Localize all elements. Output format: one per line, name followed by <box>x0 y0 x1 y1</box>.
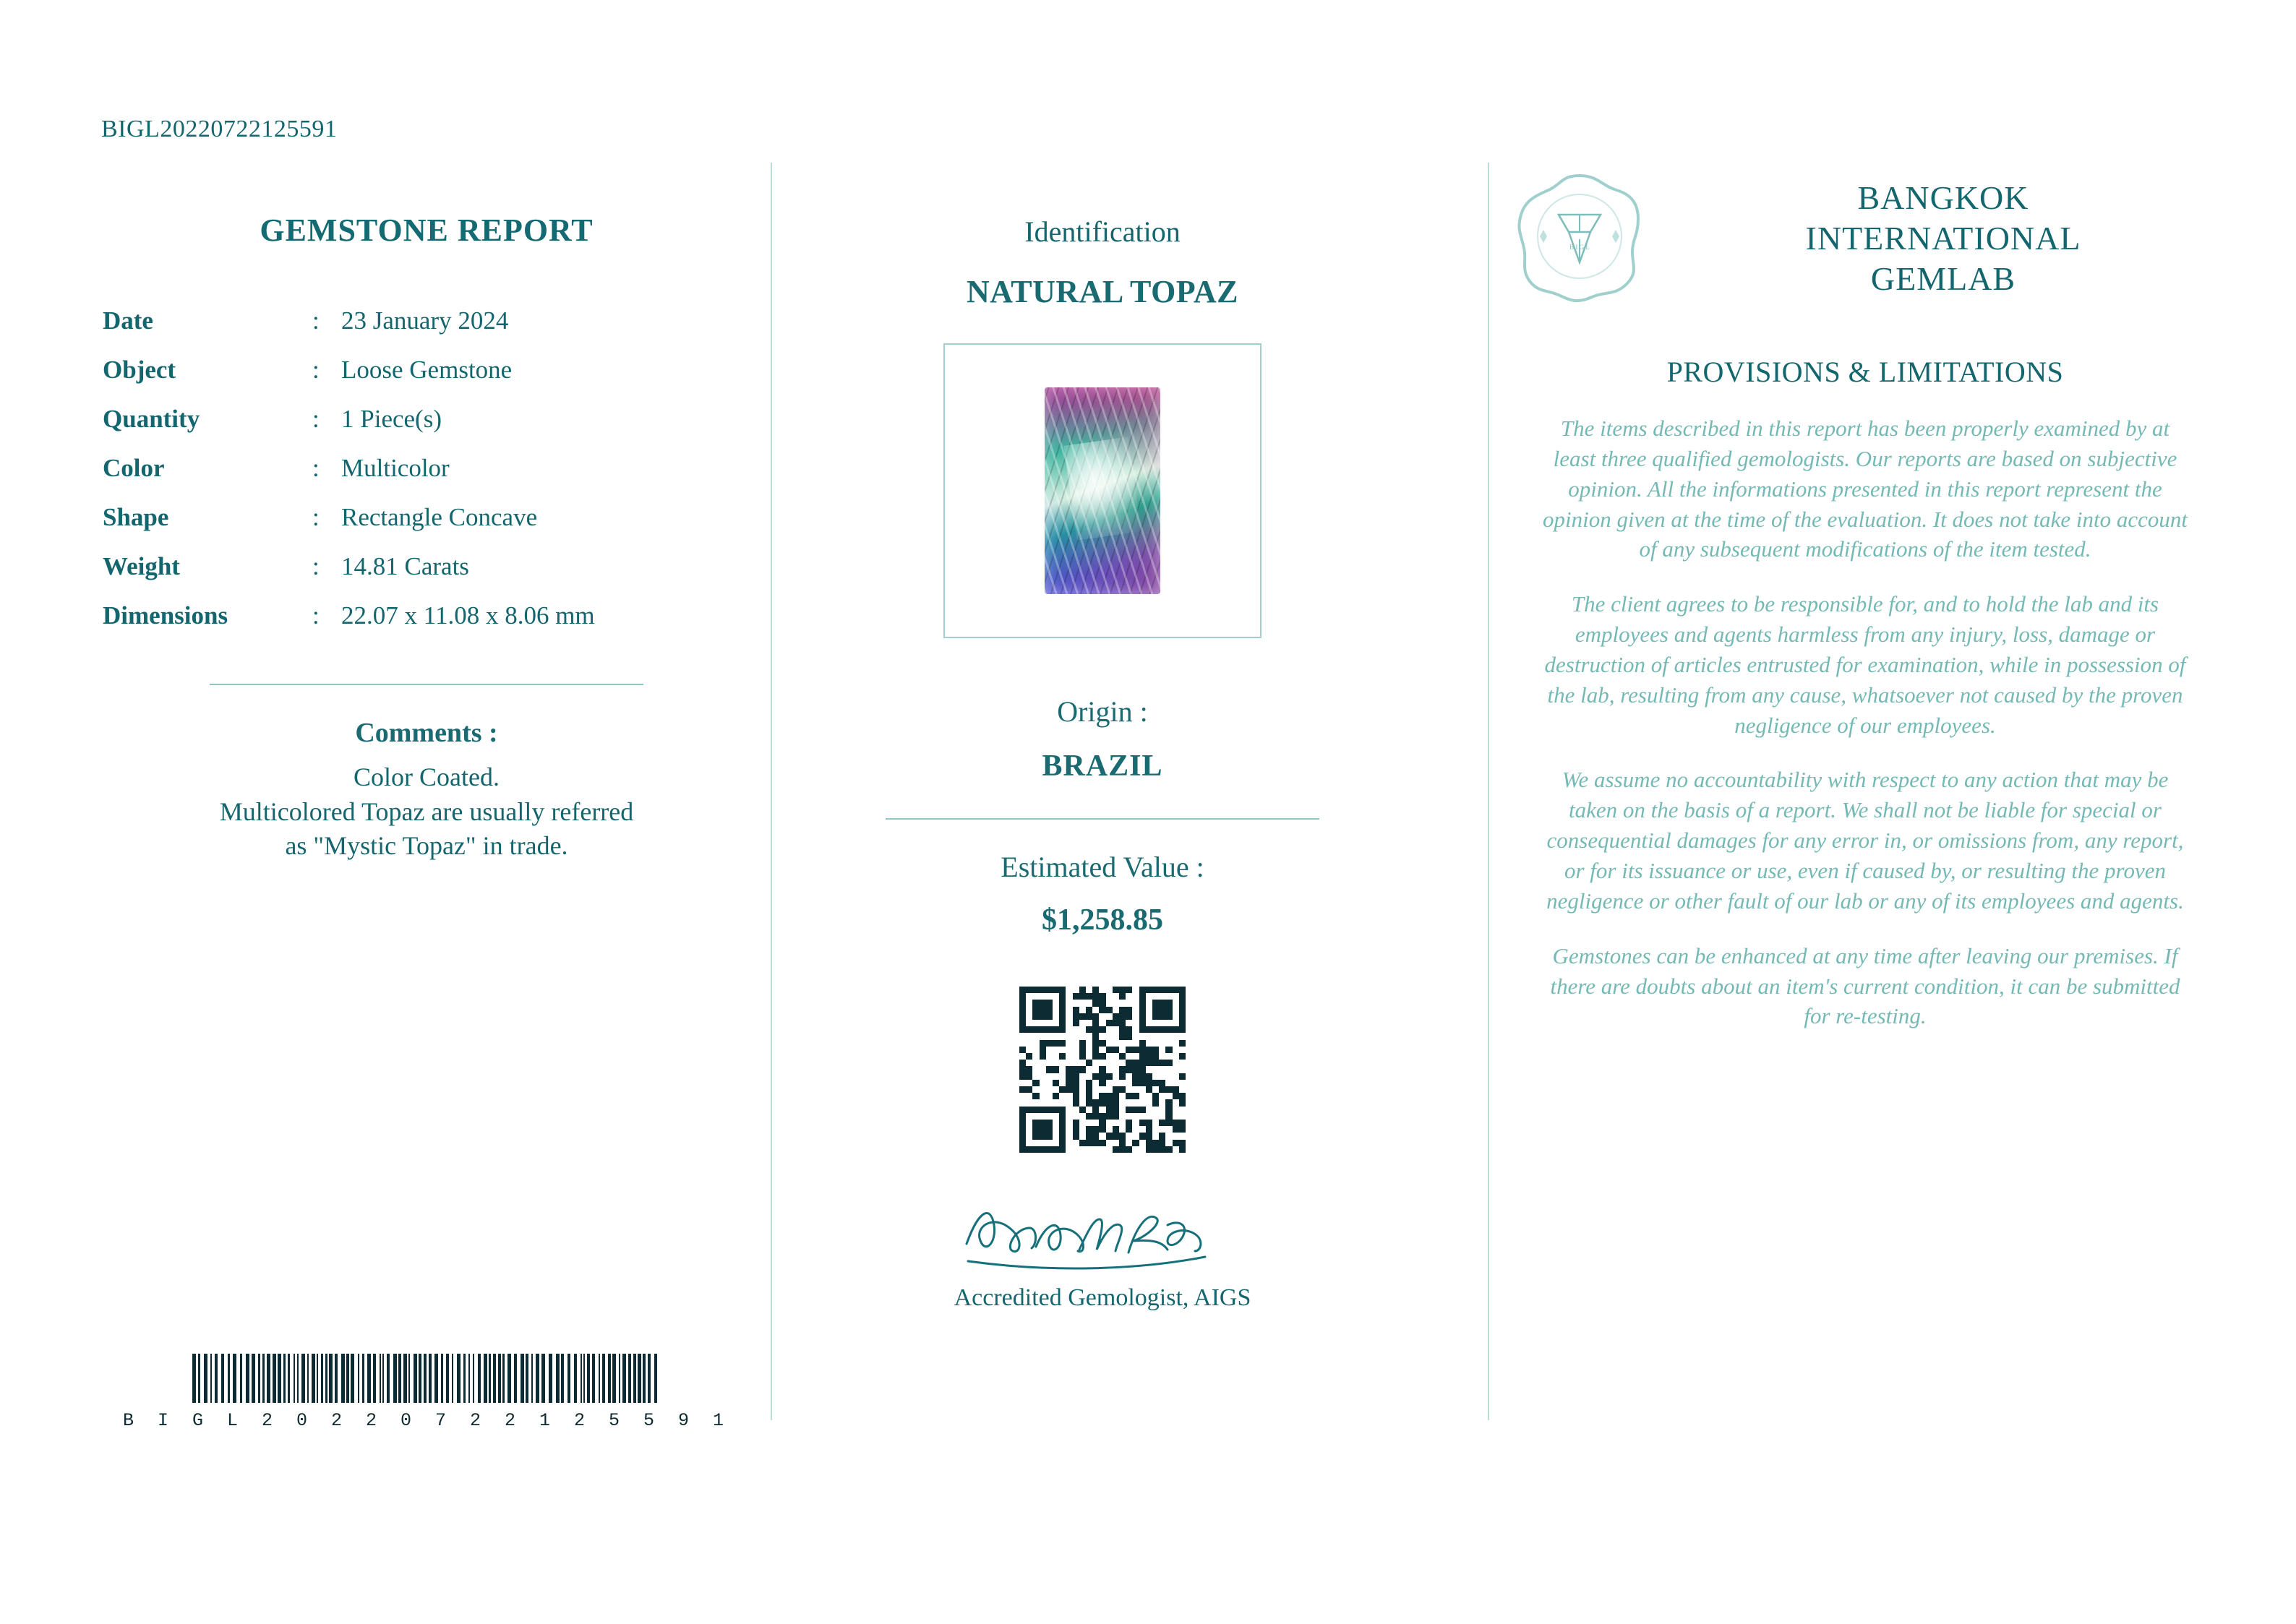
spec-value: 14.81 Carats <box>341 552 469 580</box>
identification-label: Identification <box>1024 215 1181 248</box>
estimated-value-amount: $1,258.85 <box>1042 903 1163 937</box>
spec-row <box>103 395 595 444</box>
left-column <box>87 163 766 864</box>
provisions-list <box>1511 413 2219 1031</box>
provisions-title: PROVISIONS & LIMITATIONS <box>1666 356 2064 388</box>
column-divider-2 <box>1488 163 1489 1420</box>
spec-label: Object <box>103 356 176 384</box>
specification-table <box>103 296 595 640</box>
identification-value: NATURAL TOPAZ <box>966 274 1239 309</box>
signature-credit: Accredited Gemologist, AIGS <box>954 1284 1251 1311</box>
middle-divider <box>886 818 1319 820</box>
spec-row <box>103 296 595 345</box>
spec-value: 22.07 x 11.08 x 8.06 mm <box>341 601 595 630</box>
brand-header <box>1511 170 2219 307</box>
spec-colon: : <box>312 405 320 433</box>
spec-value: 23 January 2024 <box>341 306 509 335</box>
spec-label: Weight <box>103 552 180 580</box>
barcode-text: B I G L 2 0 2 2 0 7 2 2 1 2 5 5 9 1 <box>122 1410 731 1431</box>
spec-value: Loose Gemstone <box>341 356 513 384</box>
comments-title: Comments : <box>355 718 498 748</box>
spec-colon: : <box>312 454 320 482</box>
provisions-paragraph: We assume no accountability with respect to any action that may be taken on the basis of a report. We shall not be liable for special or consequential damages for any error in, or omissions from, any report, or for its issuance or use, even if caused by, or resulting the proven negligence or other fault of our lab or any of its employees and agents. <box>1546 767 2184 914</box>
left-divider <box>210 684 643 685</box>
spec-colon: : <box>312 356 320 384</box>
brand-name <box>1667 178 2219 299</box>
spec-row <box>103 542 595 591</box>
svg-text:B I G L: B I G L <box>1569 244 1590 251</box>
report-id: BIGL20220722125591 <box>101 116 338 142</box>
qr-code-icon[interactable] <box>1019 987 1186 1153</box>
spec-value: 1 Piece(s) <box>341 405 442 433</box>
provisions-paragraph: Gemstones can be enhanced at any time after leaving our premises. If there are doubts about an item's current condition, it can be submitted for re-testing. <box>1550 942 2180 1029</box>
origin-value: BRAZIL <box>1042 749 1163 783</box>
spec-row <box>103 591 595 640</box>
middle-column <box>799 163 1406 1312</box>
spec-label: Shape <box>103 503 169 531</box>
spec-colon: : <box>312 552 320 580</box>
spec-colon: : <box>312 601 320 630</box>
spec-value: Rectangle Concave <box>341 503 538 531</box>
column-divider-1 <box>771 163 772 1420</box>
page-title: GEMSTONE REPORT <box>260 212 594 248</box>
signature <box>951 1193 1254 1280</box>
spec-value: Multicolor <box>341 454 450 482</box>
spec-colon: : <box>312 306 320 335</box>
spec-row <box>103 444 595 493</box>
brand-line-2: INTERNATIONAL <box>1805 219 2081 257</box>
comments-line-3: as "Mystic Topaz" in trade. <box>285 831 568 861</box>
spec-label: Quantity <box>103 405 200 433</box>
gemlab-logo-icon <box>1511 170 1648 307</box>
comments-body <box>87 760 766 864</box>
brand-line-1: BANGKOK <box>1857 179 2029 216</box>
gem-image-frame <box>943 343 1261 638</box>
spec-label: Dimensions <box>103 601 228 630</box>
right-column <box>1511 163 2219 1031</box>
gemstone-image <box>1045 387 1160 594</box>
provisions-paragraph: The items described in this report has been properly examined by at least three qualified gemologists. Our reports are based on subjective opinion. All the informations presented in this report represent the opinion given at the time of the evaluation. It does not take into account of any subsequent modifications of the item tested. <box>1543 416 2188 562</box>
spec-label: Color <box>103 454 165 482</box>
provisions-paragraph: The client agrees to be responsible for, and to hold the lab and its employees and agents harmless from any injury, loss, damage or destruction of articles entrusted for examination, while in possession of the lab, resulting from any cause, whatsoever not caused by the proven negligence of our employees. <box>1544 591 2186 738</box>
brand-line-3: GEMLAB <box>1870 260 2016 298</box>
barcode <box>192 1354 661 1403</box>
spec-label: Date <box>103 306 153 335</box>
estimated-value-label: Estimated Value : <box>1001 851 1204 883</box>
comments-line-2: Multicolored Topaz are usually referred <box>219 796 634 826</box>
spec-colon: : <box>312 503 320 531</box>
comments-line-1: Color Coated. <box>354 762 500 791</box>
spec-row <box>103 345 595 395</box>
barcode-block <box>87 1344 766 1431</box>
origin-label: Origin : <box>1057 695 1148 728</box>
spec-row <box>103 493 595 542</box>
